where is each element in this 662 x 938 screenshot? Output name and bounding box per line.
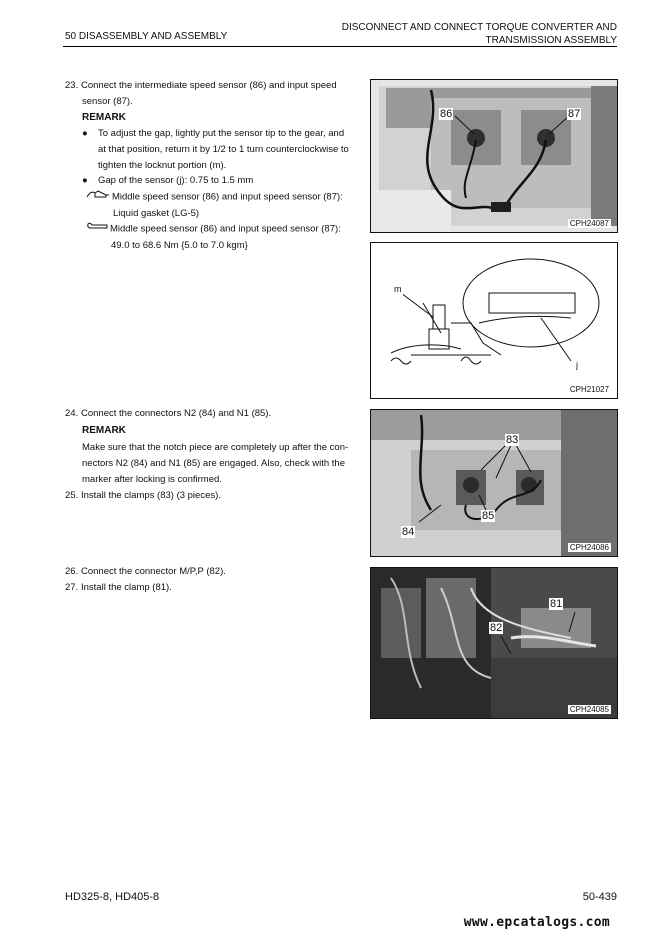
callout-81: 81	[550, 598, 563, 610]
footer-model: HD325-8, HD405-8	[65, 891, 160, 903]
step-text: Connect the connectors N2 (84) and N1 (85).	[81, 408, 272, 419]
torque-spec-text: 49.0 to 68.6 Nm {5.0 to 7.0 kgm}	[111, 239, 248, 251]
callout-82: 82	[490, 622, 503, 634]
gasket-spec-text: Liquid gasket (LG-5)	[113, 207, 200, 219]
bullet-text: Gap of the sensor (j): 0.75 to 1.5 mm	[98, 175, 254, 186]
page-title-line2: TRANSMISSION ASSEMBLY	[485, 35, 617, 46]
gasket-spec-text: Middle speed sensor (86) and input speed sensor (87):	[112, 191, 343, 203]
page-title	[342, 21, 617, 47]
step-text: sensor (87).	[82, 96, 133, 107]
footer-page-number: 50-439	[582, 891, 617, 903]
step-text: Connect the connector M/P,P (82).	[81, 566, 226, 577]
step-23	[65, 78, 365, 110]
label-j: j	[576, 360, 578, 370]
step-number: 24.	[65, 408, 79, 419]
remark-line: nectors N2 (84) and N1 (85) are engaged. Also, check with the	[82, 458, 345, 469]
figure-speed-sensors-photo	[370, 79, 618, 233]
figure-code: CPH24085	[569, 705, 609, 714]
liquid-gasket-icon	[86, 189, 112, 205]
label-m: m	[394, 284, 402, 294]
step-text: Connect the intermediate speed sensor (86) and input speed	[81, 80, 337, 91]
remark-line: Make sure that the notch piece are completely up after the con-	[82, 442, 349, 453]
torque-wrench-icon	[86, 221, 110, 237]
callout-85: 85	[482, 510, 495, 522]
callout-87: 87	[568, 108, 581, 120]
callout-84: 84	[402, 526, 415, 538]
torque-spec-text: Middle speed sensor (86) and input speed sensor (87):	[110, 223, 341, 235]
step-number: 23.	[65, 80, 79, 91]
figure-clamp-photo	[370, 567, 618, 719]
step-text: Install the clamp (81).	[81, 582, 172, 593]
figure-code: CPH24086	[569, 543, 609, 552]
step-27	[65, 580, 365, 596]
sensor-photo-illustration	[371, 80, 617, 232]
remark-line: marker after locking is confirmed.	[82, 474, 222, 485]
bullet-item	[82, 126, 364, 174]
bullet-item	[82, 173, 364, 189]
page-title-line1: DISCONNECT AND CONNECT TORQUE CONVERTER AND	[341, 22, 617, 33]
bullet-text: tighten the locknut portion (m).	[98, 160, 227, 171]
figure-code: CPH21027	[569, 385, 609, 394]
bullet-text: at that position, return it by 1/2 to 1 turn counterclockwise to	[98, 144, 349, 155]
step-number: 25.	[65, 490, 79, 501]
gasket-spec	[86, 189, 368, 222]
callout-86: 86	[440, 108, 453, 120]
remark-text	[82, 440, 364, 488]
torque-spec	[86, 221, 368, 254]
clamp-photo-illustration	[371, 568, 617, 718]
watermark-link[interactable]: www.epcatalogs.com	[463, 915, 610, 930]
step-number: 26.	[65, 566, 79, 577]
section-title: 50 DISASSEMBLY AND ASSEMBLY	[65, 31, 228, 42]
header-rule	[63, 46, 617, 47]
callout-83: 83	[506, 434, 519, 446]
remark-heading: REMARK	[82, 425, 126, 436]
bullet-text: To adjust the gap, lightly put the sensor tip to the gear, and	[98, 128, 345, 139]
figure-sensor-gap-diagram	[370, 242, 618, 399]
remark-heading: REMARK	[82, 112, 126, 123]
step-24	[65, 406, 365, 422]
step-25	[65, 488, 365, 504]
step-number: 27.	[65, 582, 79, 593]
step-26	[65, 564, 365, 580]
figure-connectors-photo	[370, 409, 618, 557]
sensor-gap-drawing	[371, 243, 617, 398]
figure-code: CPH24087	[569, 219, 609, 228]
step-text: Install the clamps (83) (3 pieces).	[81, 490, 221, 501]
bullet-icon: ●	[82, 128, 88, 139]
bullet-icon: ●	[82, 175, 88, 186]
